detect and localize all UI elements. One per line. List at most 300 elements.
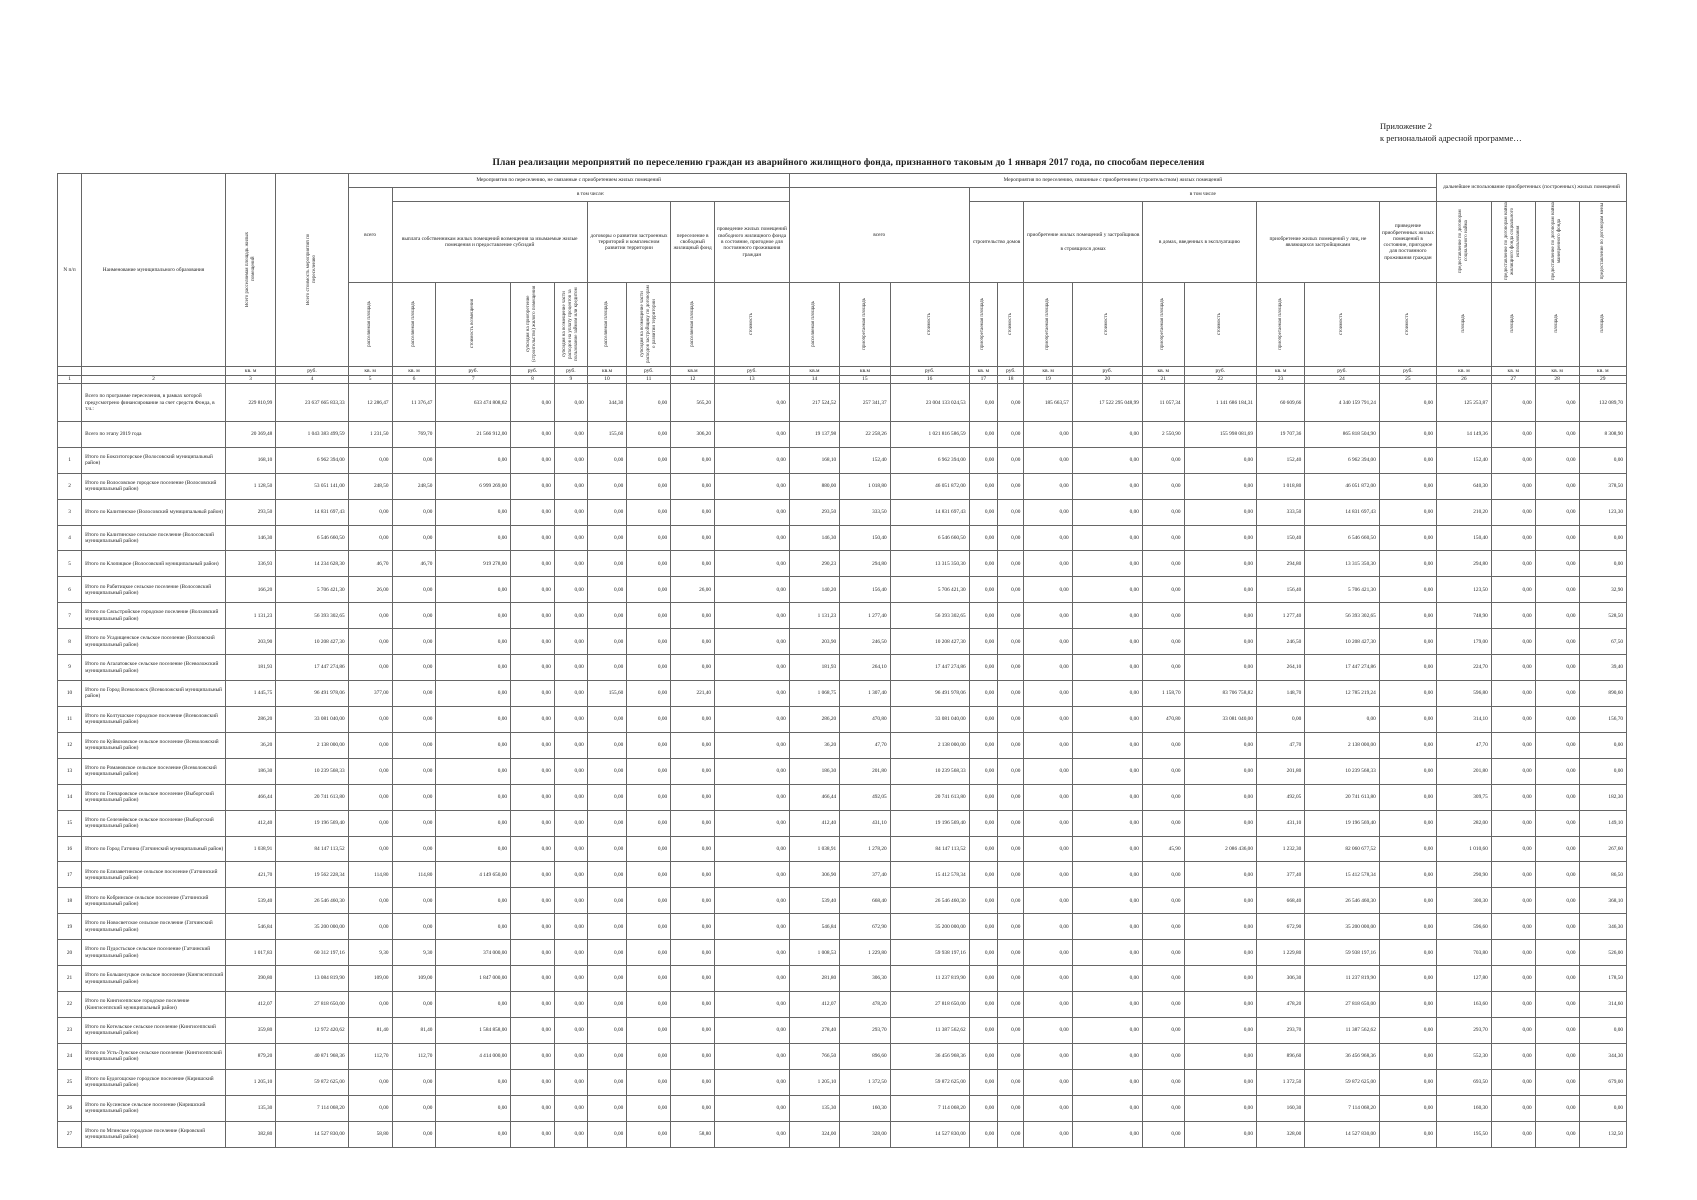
column-number-cell: 8 [511,375,555,383]
value-cell: 1 038,91 [789,836,839,862]
value-cell: 0,00 [671,758,715,784]
row-number: 17 [58,862,82,888]
value-cell: 56 393 302,65 [1305,603,1380,629]
value-cell: 0,00 [969,836,998,862]
unit-cell: руб. [1184,367,1256,375]
value-cell: 0,00 [436,525,511,551]
value-cell: 127,80 [1437,966,1492,992]
value-cell: 14 527 830,00 [890,1121,969,1147]
value-cell: 27 818 650,00 [890,992,969,1018]
value-cell: 0,00 [715,1069,790,1095]
value-cell: 0,00 [554,836,587,862]
value-cell: 47,70 [840,732,890,758]
value-cell: 35 200 000,00 [890,914,969,940]
table-row [58,422,1627,447]
value-cell: 0,00 [554,706,587,732]
value-cell: 14 831 697,43 [1305,499,1380,525]
unit-cell: кв. м [1024,367,1072,375]
value-cell: 0,00 [511,422,555,447]
value-cell: 0,00 [1535,914,1579,940]
value-cell: 0,00 [511,914,555,940]
column-number-cell: 24 [1305,375,1380,383]
value-cell: 160,30 [840,1095,890,1121]
value-cell: 0,00 [1142,577,1184,603]
table-row [58,888,1627,914]
value-cell: 0,00 [392,810,436,836]
value-cell: 0,00 [671,784,715,810]
value-cell: 766,50 [789,1043,839,1069]
value-cell: 0,00 [998,577,1024,603]
value-cell: 56 393 302,65 [276,603,348,629]
value-cell: 1 131,23 [789,603,839,629]
value-cell: 0,00 [627,966,671,992]
value-cell: 0,00 [392,681,436,707]
value-cell: 135,30 [225,1095,275,1121]
row-number: 19 [58,914,82,940]
value-cell: 0,00 [1491,655,1535,681]
sub-c4-area: площадь [1579,283,1626,367]
value-cell: 83 706 758,82 [1184,681,1256,707]
value-cell: 13 315 350,30 [1305,551,1380,577]
row-number: 22 [58,992,82,1018]
table-row [58,836,1627,862]
municipality-name: Итого по Калитинское сельское поселение (Волосовский муниципальный район) [82,525,226,551]
row-number: 9 [58,655,82,681]
value-cell: 0,00 [998,992,1024,1018]
value-cell: 7 114 068,20 [890,1095,969,1121]
value-cell: 0,00 [1142,629,1184,655]
value-cell: 0,00 [348,836,392,862]
value-cell: 17 447 274,86 [890,655,969,681]
value-cell: 20 741 613,80 [890,784,969,810]
value-cell: 0,00 [1072,836,1142,862]
value-cell: 17 522 295 048,99 [1072,384,1142,422]
value-cell: 2 550,90 [1142,422,1184,447]
value-cell: 0,00 [671,914,715,940]
row-number: 21 [58,966,82,992]
row-number: 13 [58,758,82,784]
table-row [58,603,1627,629]
value-cell: 0,00 [1379,422,1436,447]
value-cell: 377,40 [840,862,890,888]
header-b-developers-title: приобретение жилых помещений у застройщиков [1027,231,1140,238]
value-cell: 0,00 [671,966,715,992]
value-cell: 0,00 [1072,629,1142,655]
value-cell: 0,00 [998,551,1024,577]
units-cell-empty [82,367,226,375]
value-cell: 17 447 274,86 [276,655,348,681]
value-cell: 0,00 [1142,810,1184,836]
value-cell: 0,00 [998,732,1024,758]
header-b-commissioned: в домах, введенных в эксплуатацию [1142,202,1256,283]
value-cell: 0,00 [1535,706,1579,732]
value-cell: 0,00 [969,966,998,992]
value-cell: 0,00 [1491,551,1535,577]
value-cell: 0,00 [627,758,671,784]
value-cell: 0,00 [511,1018,555,1044]
value-cell: 0,00 [627,1069,671,1095]
value-cell: 0,00 [1184,1095,1256,1121]
value-cell: 0,00 [554,422,587,447]
value-cell: 0,00 [1024,758,1072,784]
value-cell: 11 387 562,62 [1305,1018,1380,1044]
value-cell: 0,00 [1142,966,1184,992]
value-cell: 27 818 650,00 [276,992,348,1018]
value-cell: 112,70 [392,1043,436,1069]
value-cell: 23 637 665 833,33 [276,384,348,422]
value-cell: 0,00 [348,758,392,784]
row-number: 11 [58,706,82,732]
value-cell: 14 527 830,00 [1305,1121,1380,1147]
value-cell: 0,00 [671,473,715,499]
value-cell: 0,00 [1024,473,1072,499]
value-cell: 748,90 [1437,603,1492,629]
value-cell: 294,80 [1256,551,1304,577]
value-cell: 150,40 [1256,525,1304,551]
value-cell: 0,00 [587,551,626,577]
value-cell: 0,00 [348,603,392,629]
value-cell: 0,00 [1024,966,1072,992]
value-cell: 769,70 [392,422,436,447]
value-cell: 0,00 [627,681,671,707]
value-cell: 0,00 [1579,525,1626,551]
unit-cell: кв.м [789,367,839,375]
value-cell: 26 546 460,30 [1305,888,1380,914]
header-group-nonacquisition: Мероприятия по переселению, не связанные с приобретением жилых помещений [348,174,789,188]
value-cell: 668,40 [1256,888,1304,914]
value-cell: 6 546 660,50 [276,525,348,551]
value-cell: 6 546 660,50 [1305,525,1380,551]
value-cell: 0,00 [1142,732,1184,758]
value-cell: 0,00 [1024,706,1072,732]
value-cell: 0,00 [1142,499,1184,525]
value-cell: 35 200 000,00 [276,914,348,940]
value-cell: 1 128,50 [225,473,275,499]
value-cell: 0,00 [392,525,436,551]
value-cell: 0,00 [1184,1043,1256,1069]
value-cell: 0,00 [715,603,790,629]
value-cell: 0,00 [1379,1069,1436,1095]
value-cell: 11 376,47 [392,384,436,422]
value-cell: 0,00 [1072,992,1142,1018]
value-cell: 0,00 [436,836,511,862]
value-cell: 5 706 421,30 [276,577,348,603]
value-cell: 0,00 [587,499,626,525]
value-cell: 0,00 [715,551,790,577]
value-cell: 0,00 [1142,551,1184,577]
value-cell: 300,30 [1437,888,1492,914]
value-cell: 333,50 [1256,499,1304,525]
value-cell: 0,00 [1491,525,1535,551]
value-cell: 182,30 [1579,784,1626,810]
units-and-numbers [58,367,1627,384]
value-cell: 286,20 [789,706,839,732]
value-cell: 229 810,99 [225,384,275,422]
value-cell: 84 147 113,52 [890,836,969,862]
value-cell: 0,00 [1379,655,1436,681]
value-cell: 0,00 [436,603,511,629]
value-cell: 123,30 [1579,499,1626,525]
municipality-name: Итого по Калитинское (Волосовский муниципальный район) [82,499,226,525]
value-cell: 0,00 [1072,551,1142,577]
table-row [58,577,1627,603]
value-cell: 0,00 [587,784,626,810]
value-cell: 59 872 625,00 [1305,1069,1380,1095]
value-cell: 0,00 [627,422,671,447]
value-cell: 195,50 [1437,1121,1492,1147]
value-cell: 0,00 [969,758,998,784]
value-cell: 596,60 [1437,914,1492,940]
value-cell: 390,80 [225,966,275,992]
municipality-name: Итого по Кусинское сельское поселение (Киришский муниципальный район) [82,1095,226,1121]
value-cell: 152,40 [1437,447,1492,473]
column-number-cell: 9 [554,375,587,383]
column-number-cell: 3 [225,375,275,383]
value-cell: 19 196 569,40 [1305,810,1380,836]
value-cell: 382,80 [225,1121,275,1147]
value-cell: 2 138 000,00 [890,732,969,758]
value-cell: 412,40 [225,810,275,836]
row-number: 27 [58,1121,82,1147]
value-cell: 0,00 [587,655,626,681]
value-cell: 264,10 [840,655,890,681]
value-cell: 0,00 [998,499,1024,525]
value-cell: 0,00 [1535,681,1579,707]
value-cell: 0,00 [998,706,1024,732]
value-cell: 0,00 [1072,525,1142,551]
value-cell: 0,00 [969,784,998,810]
header-b-bring-to-condition: приведение приобретенных жилых помещений в состояние, пригодное для постоянного проживания граждан [1379,202,1436,283]
value-cell: 5 706 421,30 [890,577,969,603]
value-cell: 0,00 [715,836,790,862]
value-cell: 0,00 [587,862,626,888]
value-cell: 21 566 912,00 [436,422,511,447]
value-cell: 1 372,50 [840,1069,890,1095]
value-cell: 53 051 141,00 [276,473,348,499]
value-cell: 865 818 504,90 [1305,422,1380,447]
value-cell: 0,00 [1072,1043,1142,1069]
value-cell: 0,00 [1072,499,1142,525]
value-cell: 19 196 569,40 [890,810,969,836]
value-cell: 0,00 [1579,1095,1626,1121]
value-cell: 0,00 [1142,1043,1184,1069]
value-cell: 0,00 [969,384,998,422]
value-cell: 47,70 [1256,732,1304,758]
value-cell: 35 200 000,00 [1305,914,1380,940]
value-cell: 0,00 [1379,758,1436,784]
unit-cell: руб. [436,367,511,375]
value-cell: 306,90 [789,862,839,888]
value-cell: 0,00 [1184,862,1256,888]
value-cell: 314,60 [1579,992,1626,1018]
municipality-name: Итого по Куйвозовское сельское поселение (Всеволожский муниципальный район) [82,732,226,758]
value-cell: 0,00 [348,1095,392,1121]
value-cell: 0,00 [587,447,626,473]
value-cell: 0,00 [587,603,626,629]
sub-b-acquired: приобретаемая площадь [840,283,890,367]
row-number [58,384,82,422]
value-cell: 0,00 [671,603,715,629]
unit-cell: кв. м [1256,367,1304,375]
column-number-cell: 5 [348,375,392,383]
table-row [58,681,1627,707]
value-cell: 0,00 [715,1018,790,1044]
value-cell: 0,00 [1184,992,1256,1018]
row-number: 7 [58,603,82,629]
value-cell: 0,00 [1535,888,1579,914]
value-cell: 0,00 [587,577,626,603]
value-cell: 306,20 [671,422,715,447]
value-cell: 0,00 [554,1018,587,1044]
column-number-cell: 1 [58,375,82,383]
value-cell: 0,00 [1184,655,1256,681]
value-cell: 0,00 [671,525,715,551]
value-cell: 6 546 660,50 [890,525,969,551]
value-cell: 0,00 [511,499,555,525]
column-number-cell: 22 [1184,375,1256,383]
value-cell: 0,00 [1579,732,1626,758]
value-cell: 4 414 000,00 [436,1043,511,1069]
value-cell: 0,00 [554,681,587,707]
appendix-line-1: Приложение 2 [1380,121,1432,131]
value-cell: 0,00 [1491,966,1535,992]
value-cell: 0,00 [671,551,715,577]
table-row [58,966,1627,992]
value-cell: 0,00 [1379,706,1436,732]
value-cell: 0,00 [1379,862,1436,888]
value-cell: 0,00 [671,1043,715,1069]
value-cell: 0,00 [1184,629,1256,655]
value-cell: 478,20 [1256,992,1304,1018]
value-cell: 0,00 [511,1095,555,1121]
municipality-name: Итого по Рабитицкое сельское поселение (Волосовский муниципальный район) [82,577,226,603]
units-row [58,367,1627,375]
value-cell: 0,00 [1491,888,1535,914]
value-cell: 0,00 [998,1018,1024,1044]
value-cell: 178,50 [1579,966,1626,992]
value-cell: 0,00 [392,914,436,940]
value-cell: 7 114 068,20 [1305,1095,1380,1121]
value-cell: 0,00 [627,992,671,1018]
value-cell: 546,84 [789,914,839,940]
value-cell: 0,00 [554,732,587,758]
value-cell: 0,00 [1535,384,1579,422]
value-cell: 0,00 [554,940,587,966]
value-cell: 0,00 [1535,499,1579,525]
value-cell: 0,00 [348,810,392,836]
value-cell: 0,00 [554,473,587,499]
value-cell: 0,00 [627,603,671,629]
value-cell: 281,80 [789,966,839,992]
value-cell: 9,30 [392,940,436,966]
value-cell: 0,00 [1491,499,1535,525]
header-a-free-fund: переселение в свободный жилищный фонд [671,202,715,283]
value-cell: 0,00 [511,732,555,758]
row-number: 5 [58,551,82,577]
value-cell: 0,00 [1072,784,1142,810]
sub-b2a-acquired: приобретаемая площадь [1024,283,1072,367]
value-cell: 0,00 [671,940,715,966]
value-cell: 10 239 568,33 [1305,758,1380,784]
unit-cell: руб. [998,367,1024,375]
value-cell: 156,40 [1256,577,1304,603]
value-cell: 368,10 [1579,888,1626,914]
value-cell: 0,00 [1072,655,1142,681]
value-cell: 0,00 [554,499,587,525]
value-cell: 246,50 [1256,629,1304,655]
table-row [58,810,1627,836]
value-cell: 0,00 [671,862,715,888]
value-cell: 0,00 [1024,422,1072,447]
value-cell: 0,00 [392,888,436,914]
value-cell: 1 584 858,00 [436,1018,511,1044]
value-cell: 246,50 [840,629,890,655]
table-row [58,784,1627,810]
value-cell: 10 208 427,30 [276,629,348,655]
value-cell: 0,00 [1535,758,1579,784]
value-cell: 0,00 [969,655,998,681]
value-cell: 0,00 [627,629,671,655]
value-cell: 0,00 [511,473,555,499]
value-cell: 248,50 [348,473,392,499]
value-cell: 1 068,75 [789,681,839,707]
row-number: 14 [58,784,82,810]
municipality-name: Итого по Город Всеволожск (Всеволожский муниципальный район) [82,681,226,707]
value-cell: 123,50 [1437,577,1492,603]
value-cell: 0,00 [1072,1095,1142,1121]
value-cell: 359,80 [225,1018,275,1044]
value-cell: 0,00 [1024,1121,1072,1147]
header-a-total: всего [348,188,392,283]
value-cell: 0,00 [627,499,671,525]
value-cell: 693,50 [1437,1069,1492,1095]
header-a-development: договоры о развитии застроенных территорий и комплексном развитии территории [587,202,670,283]
value-cell: 0,00 [554,655,587,681]
value-cell: 0,00 [1024,992,1072,1018]
value-cell: 152,40 [1256,447,1304,473]
value-cell: 0,00 [998,447,1024,473]
value-cell: 0,00 [1142,655,1184,681]
value-cell: 278,40 [789,1018,839,1044]
value-cell: 0,00 [587,629,626,655]
value-cell: 0,00 [511,603,555,629]
value-cell: 0,00 [348,992,392,1018]
unit-cell: кв.м [840,367,890,375]
value-cell: 0,00 [1579,447,1626,473]
value-cell: 0,00 [392,992,436,1018]
value-cell: 0,00 [998,655,1024,681]
value-cell: 0,00 [1491,681,1535,707]
unit-cell: кв. м [969,367,998,375]
value-cell: 45,90 [1142,836,1184,862]
value-cell: 160,30 [1256,1095,1304,1121]
value-cell: 0,00 [392,655,436,681]
value-cell: 0,00 [1142,940,1184,966]
value-cell: 1 229,80 [840,940,890,966]
value-cell: 0,00 [969,499,998,525]
table-row [58,1095,1627,1121]
value-cell: 132 089,70 [1579,384,1626,422]
value-cell: 0,00 [1491,914,1535,940]
column-number-cell: 12 [671,375,715,383]
value-cell: 1 307,40 [840,681,890,707]
value-cell: 0,00 [1072,706,1142,732]
value-cell: 26,00 [671,577,715,603]
value-cell: 0,00 [1491,810,1535,836]
value-cell: 0,00 [627,810,671,836]
value-cell: 0,00 [1024,655,1072,681]
value-cell: 1 229,80 [1256,940,1304,966]
